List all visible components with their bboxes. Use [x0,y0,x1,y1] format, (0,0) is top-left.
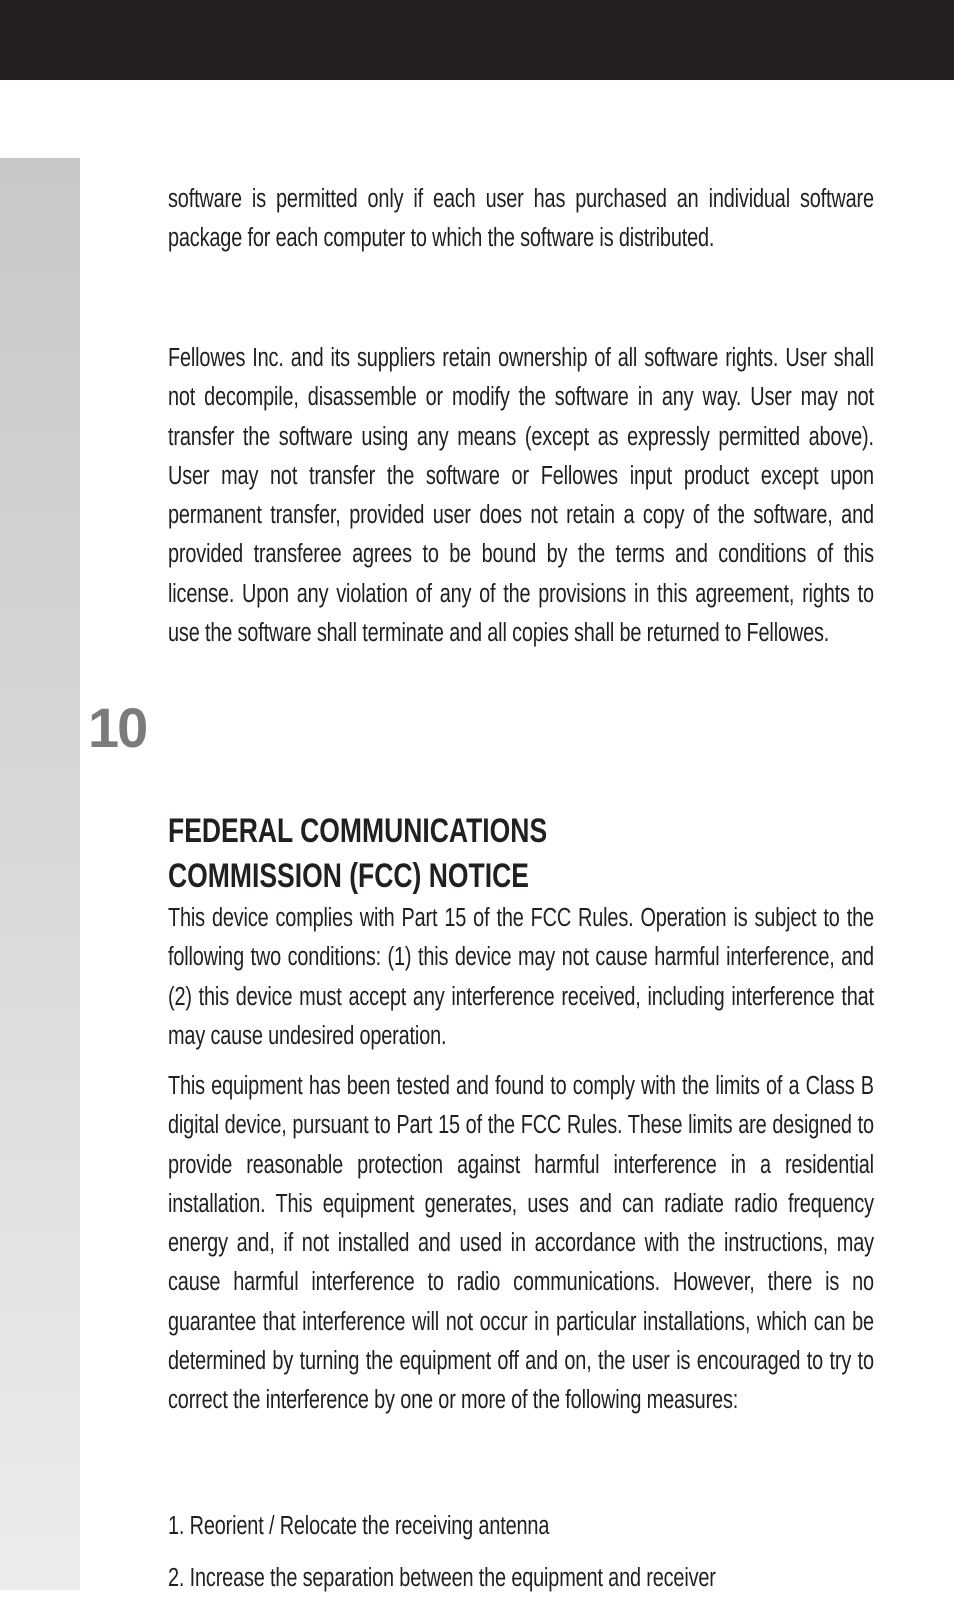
paragraph-license-distribution: software is permitted only if each user has purchased an individual software package for each computer to which the software is distributed. [168,185,874,253]
list-item: 1. Reorient / Relocate the receiving antenna [168,1512,550,1540]
document-body [168,180,874,1611]
paragraph-ownership: Fellowes Inc. and its suppliers retain ownership of all software rights. User shall not decompile, disassemble or modify the software in any way. User may not transfer the software using any means (except as expressly permitted above). User may not transfer the software or Fellowes input product except upon permanent transfer, provided user does not retain a copy of the software, and provided transferee agrees to be bound by the terms and conditions of this license. Upon any violation of any of the provisions in this agreement, rights to use the software shall terminate and all copies shall be returned to Fellowes. [168,344,874,648]
side-band [0,158,80,1590]
paragraph-fcc-compliance: This device complies with Part 15 of the FCC Rules. Operation is subject to the following two conditions: (1) this device may not cause harmful interference, and (2) this device must accept any interference received, including interference that may cause undesired operation. [168,904,874,1050]
section-heading-line2: COMMISSION (FCC) NOTICE [168,857,529,895]
section-number: 10 [88,696,147,759]
paragraph-class-b: This equipment has been tested and found to comply with the limits of a Class B digital device, pursuant to Part 15 of the FCC Rules. These limits are designed to provide reasonable protection against harmful interference in a residential installation. This equipment generates, uses and can radiate radio frequency energy and, if not installed and used in accordance with the instructions, may cause harmful interference to radio communications. However, there is no guarantee that interference will not occur in particular installations, which can be determined by turning the equipment off and on, the user is encouraged to try to correct the interference by one or more of the following measures: [168,1072,874,1415]
top-bar [0,0,954,80]
section-heading-line1: FEDERAL COMMUNICATIONS [168,812,548,850]
list-item: 2. Increase the separation between the equipment and receiver [168,1564,716,1592]
